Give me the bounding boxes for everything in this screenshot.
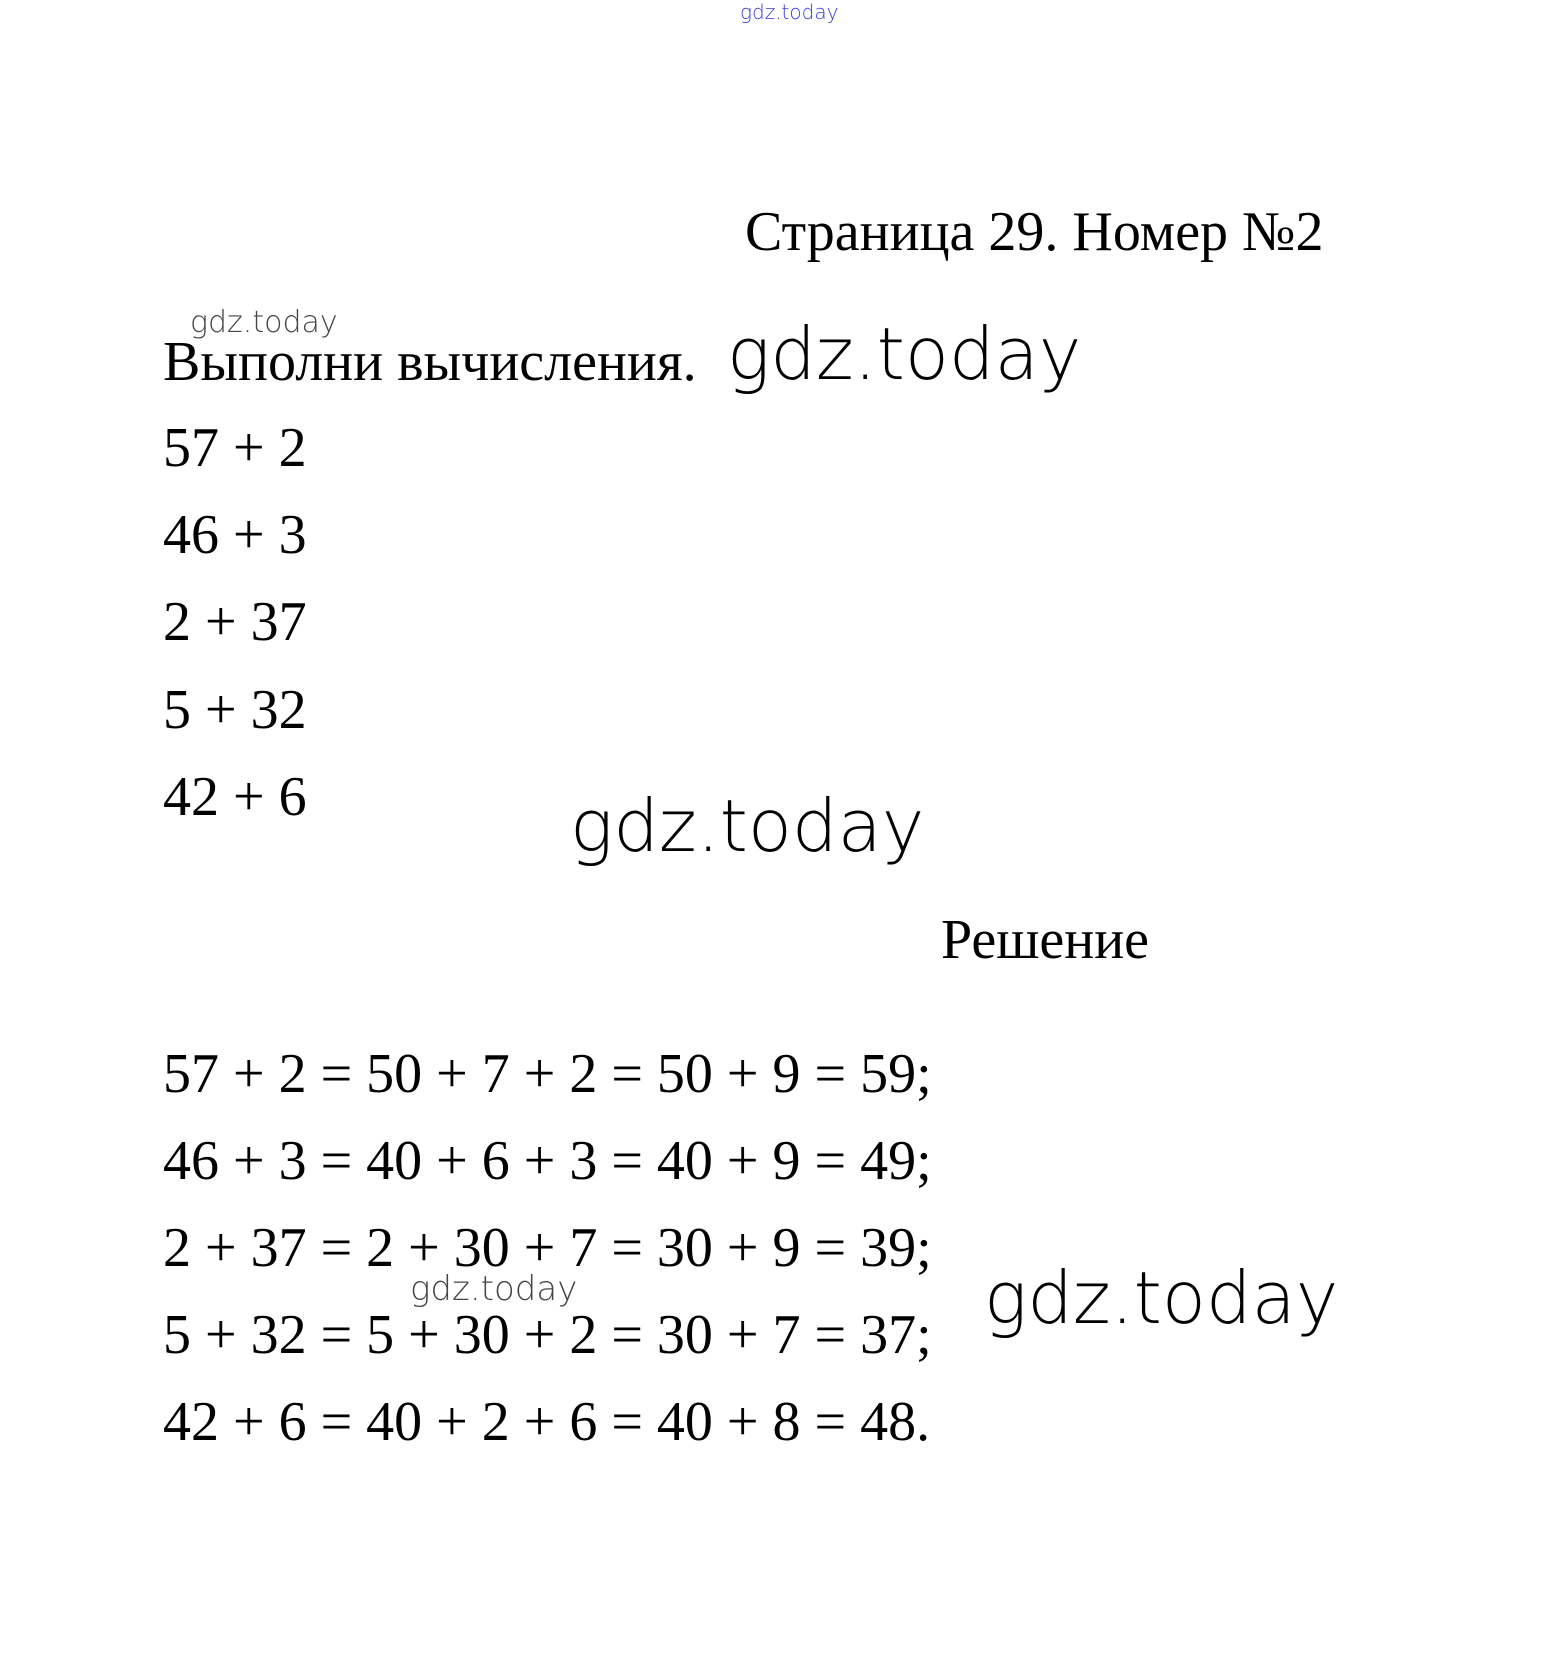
solution-line: 5 + 32 = 5 + 30 + 2 = 30 + 7 = 37; [163,1304,932,1366]
page-title: Страница 29. Номер №2 [745,201,1324,263]
watermark-large-3: gdz.today [984,1256,1339,1340]
problem-line: 2 + 37 [163,591,307,653]
solution-line: 46 + 3 = 40 + 6 + 3 = 40 + 9 = 49; [163,1130,932,1192]
watermark-top: gdz.today [740,0,839,24]
solution-line: 2 + 37 = 2 + 30 + 7 = 30 + 9 = 39; [163,1217,932,1279]
task-text: Выполни вычисления. [163,331,697,393]
solution-heading: Решение [941,909,1150,971]
watermark-small-1: gdz.today [190,305,338,340]
problem-line: 5 + 32 [163,679,307,741]
solution-line: 57 + 2 = 50 + 7 + 2 = 50 + 9 = 59; [163,1043,932,1105]
problem-line: 57 + 2 [163,417,307,479]
solution-line: 42 + 6 = 40 + 2 + 6 = 40 + 8 = 48. [163,1391,931,1453]
watermark-small-2: gdz.today [410,1269,578,1309]
watermark-large-2: gdz.today [570,784,925,868]
watermark-large-1: gdz.today [727,312,1082,396]
problem-line: 42 + 6 [163,766,307,828]
problem-line: 46 + 3 [163,504,307,566]
